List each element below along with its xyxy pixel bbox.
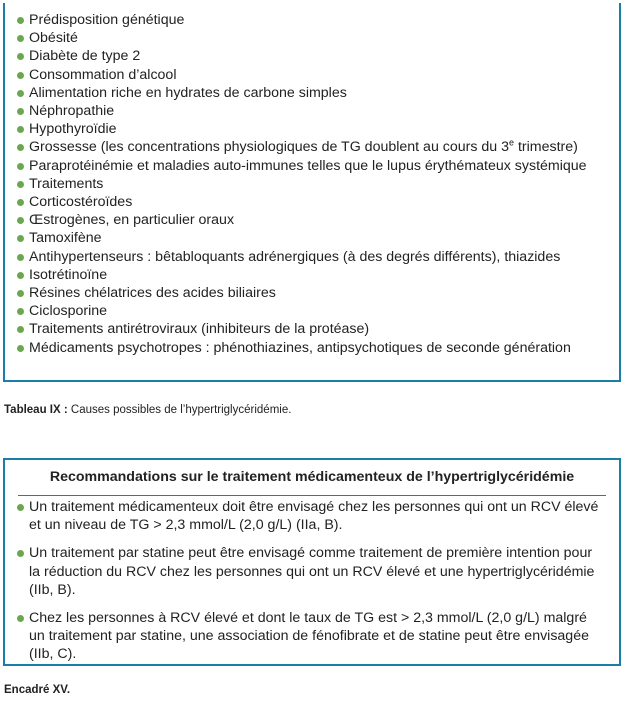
bullet-icon [17, 235, 24, 242]
list-item: Obésité [17, 29, 619, 47]
list-item: Ciclosporine [17, 302, 619, 320]
bullet-icon [17, 144, 24, 151]
bullet-icon [17, 199, 24, 206]
list-item: Antihypertenseurs : bêtabloquants adrénergiques (à des degrés différents), thiazides [17, 248, 619, 266]
grossesse-text: Grossesse (les concentrations physiologiques de TG doublent au cours du 3e trimestre) [29, 137, 578, 156]
box-caption: Encadré XV. [4, 684, 71, 696]
bullet-icon [17, 126, 24, 133]
bullet-icon [17, 35, 24, 42]
bullet-icon [17, 163, 24, 170]
table-caption: Tableau IX : Causes possibles de l’hypertriglycéridémie. [4, 404, 292, 416]
list-item: Un traitement médicamenteux doit être envisagé chez les personnes qui ont un RCV élevé et un niveau de TG > 2,3 mmol/L (2,0 g/L) (IIa, B). [17, 498, 605, 534]
list-item: Paraprotéinémie et maladies auto-immunes telles que le lupus érythémateux systémique [17, 157, 619, 175]
list-item: Néphropathie [17, 102, 619, 120]
recommendations-title: Recommandations sur le traitement médicamenteux de l’hypertriglycéridémie [49, 469, 575, 485]
bullet-icon [17, 90, 24, 97]
list-item: Alimentation riche en hydrates de carbone simples [17, 84, 619, 102]
bullet-icon [17, 217, 24, 224]
bullet-icon [17, 550, 24, 557]
bullet-icon [17, 181, 24, 188]
list-item: Résines chélatrices des acides biliaires [17, 284, 619, 302]
bullet-icon [17, 108, 24, 115]
bullet-icon [17, 72, 24, 79]
bullet-icon [17, 53, 24, 60]
list-item: Isotrétinoïne [17, 266, 619, 284]
bullet-icon [17, 615, 24, 622]
bullet-icon [17, 345, 24, 352]
bullet-icon [17, 254, 24, 261]
bullet-icon [17, 326, 24, 333]
list-item: Prédisposition génétique [17, 11, 619, 29]
title-divider [18, 495, 606, 496]
list-item: Chez les personnes à RCV élevé et dont le taux de TG est > 2,3 mmol/L (2,0 g/L) malgré un traitement par statine, une association de fénofibrate et de statine peut être envisagée (IIb, C). [17, 609, 605, 664]
list-item: Un traitement par statine peut être envisagé comme traitement de première intention pour la réduction du RCV chez les personnes qui ont un RCV élevé et une hypertriglycéridémie (IIb, B). [17, 544, 605, 599]
list-item: Tamoxifène [17, 229, 619, 247]
bullet-icon [17, 17, 24, 24]
bullet-icon [17, 272, 24, 279]
list-item: Diabète de type 2 [17, 47, 619, 65]
bullet-icon [17, 290, 24, 297]
list-item [17, 138, 619, 156]
list-item: Consommation d’alcool [17, 66, 619, 84]
causes-table [3, 3, 621, 382]
bullet-icon [17, 308, 24, 315]
bullet-icon [17, 504, 24, 511]
list-item: Œstrogènes, en particulier oraux [17, 211, 619, 229]
recommendations-box [3, 458, 621, 666]
list-item: Corticostéroïdes [17, 193, 619, 211]
list-item: Traitements [17, 175, 619, 193]
causes-list [5, 3, 619, 357]
list-item: Médicaments psychotropes : phénothiazines, antipsychotiques de seconde génération [17, 339, 619, 357]
recommendations-list [5, 486, 619, 664]
list-item: Hypothyroïdie [17, 120, 619, 138]
list-item: Traitements antirétroviraux (inhibiteurs de la protéase) [17, 320, 619, 338]
